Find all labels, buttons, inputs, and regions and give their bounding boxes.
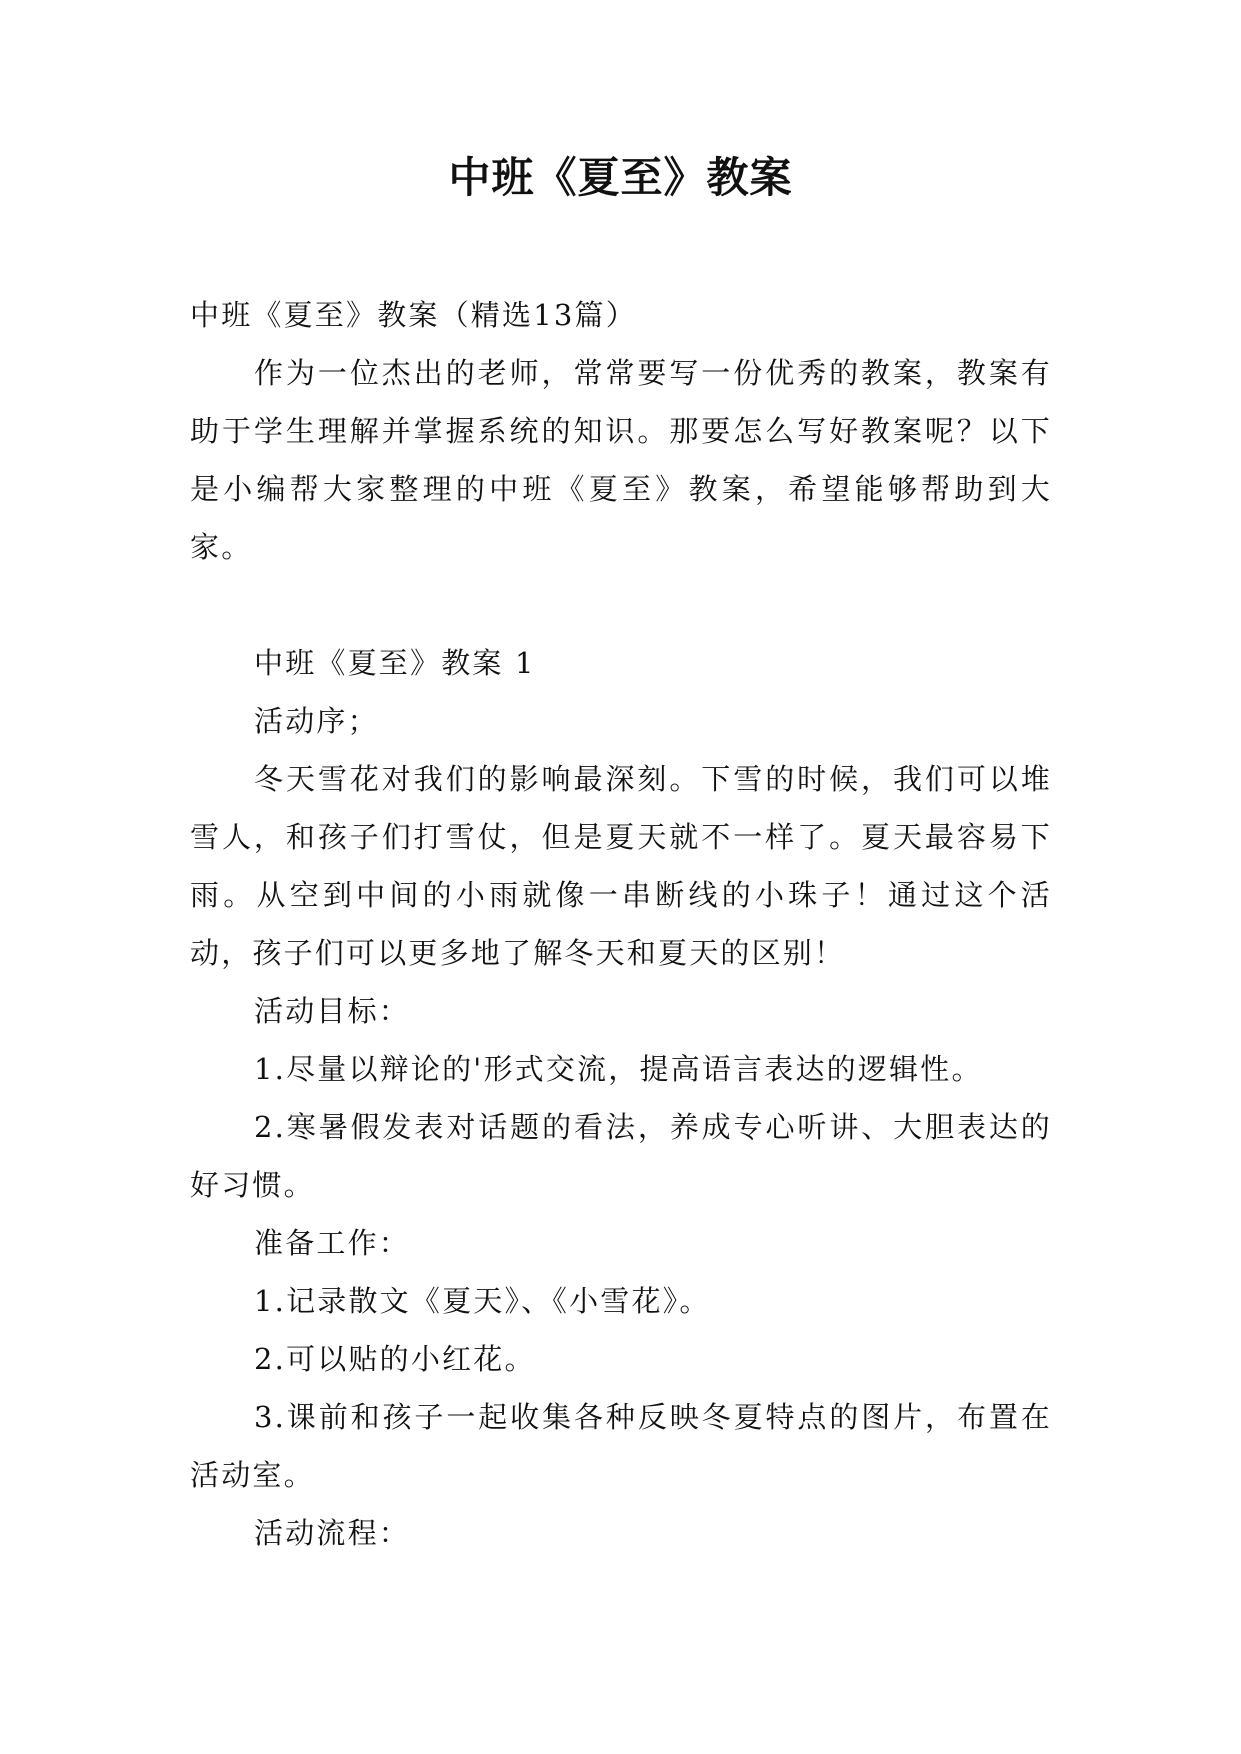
- section-heading: 中班《夏至》教案 1: [254, 646, 536, 680]
- paragraph: 活动目标：: [254, 994, 411, 1028]
- section-gap: [190, 576, 1052, 634]
- list-item: 1.尽量以辩论的'形式交流，提高语言表达的逻辑性。: [254, 1052, 983, 1086]
- document-title: 中班《夏至》教案: [448, 153, 793, 202]
- intro-paragraph: 作为一位杰出的老师，常常要写一份优秀的教案，教案有助于学生理解并掌握系统的知识。那要怎么写好教案呢？以下是小编帮大家整理的中班《夏至》教案，希望能够帮助到大家。: [190, 356, 1052, 564]
- paragraph: 活动流程：: [254, 1516, 411, 1550]
- list-item: 2.寒暑假发表对话题的看法，养成专心听讲、大胆表达的好习惯。: [190, 1110, 1052, 1202]
- list-item: 1.记录散文《夏天》、《小雪花》。: [254, 1284, 711, 1318]
- paragraph: 冬天雪花对我们的影响最深刻。下雪的时候，我们可以堆雪人，和孩子们打雪仗，但是夏天就不一样了。夏天最容易下雨。从空到中间的小雨就像一串断线的小珠子！通过这个活动，孩子们可以更多地了解冬天和夏天的区别！: [190, 762, 1052, 970]
- list-item: 3.课前和孩子一起收集各种反映冬夏特点的图片，布置在活动室。: [190, 1400, 1052, 1492]
- paragraph: 准备工作：: [254, 1226, 411, 1260]
- document-body: [190, 286, 1052, 1562]
- document-subtitle: 中班《夏至》教案（精选13篇）: [190, 298, 637, 332]
- paragraph: 活动序；: [254, 704, 379, 738]
- list-item: 2.可以贴的小红花。: [254, 1342, 536, 1376]
